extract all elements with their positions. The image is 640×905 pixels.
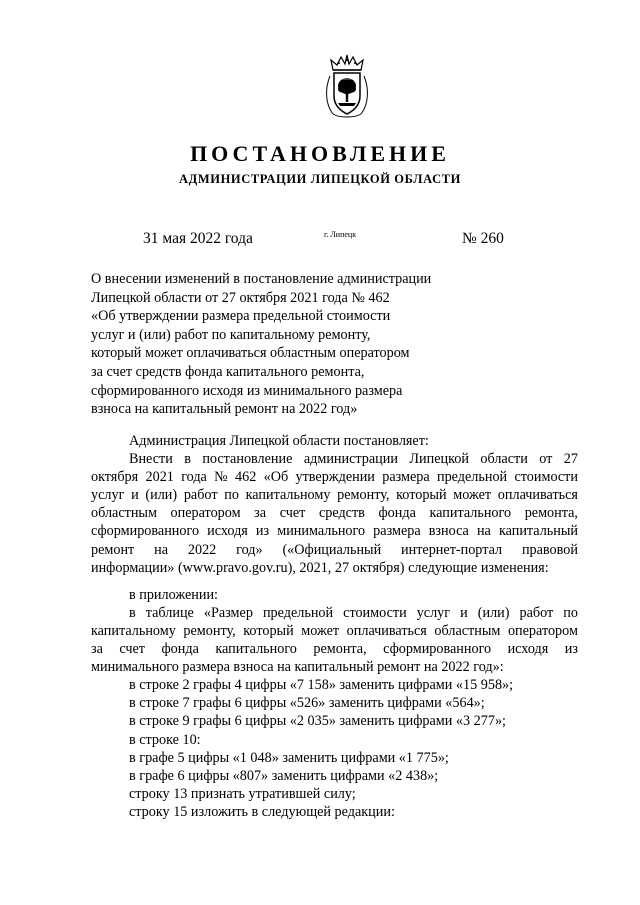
heading-line: сформированного исходя из минимального размера [91, 382, 403, 399]
coat-of-arms-icon [323, 54, 371, 120]
heading-line: Липецкой области от 27 октября 2021 года № 462 [91, 289, 390, 306]
heading-line: услуг и (или) работ по капитальному ремонту, [91, 326, 371, 343]
document-body [91, 432, 578, 821]
document-subtitle: АДМИНИСТРАЦИИ ЛИПЕЦКОЙ ОБЛАСТИ [179, 172, 461, 186]
document-date: 31 мая 2022 года [143, 230, 253, 247]
list-item: в графе 5 цифры «1 048» заменить цифрами «1 775»; [129, 749, 449, 766]
list-item: в графе 6 цифры «807» заменить цифрами «2 438»; [129, 767, 439, 784]
document-heading [91, 270, 431, 419]
document-title: ПОСТАНОВЛЕНИЕ [190, 141, 450, 166]
paragraph-line: октября 2021 года № 462 «Об утверждении размера предельной стоимости [91, 469, 578, 486]
paragraph-line: услуг и (или) работ по капитальному ремонту, который может оплачиваться [91, 487, 578, 504]
paragraph-line: информации» (www.pravo.gov.ru), 2021, 27 октября) следующие изменения: [91, 559, 549, 576]
heading-line: О внесении изменений в постановление администрации [91, 271, 432, 287]
appendix-line: в приложении: [129, 586, 218, 603]
paragraph-line: в таблице «Размер предельной стоимости услуг и (или) работ по [129, 604, 578, 621]
document-number: № 260 [462, 230, 504, 247]
paragraph-line: Внести в постановление администрации Липецкой области от 27 [129, 451, 578, 468]
paragraph-line: за счет фонда капитального ремонта, сформированного исходя из [91, 641, 578, 658]
list-item: строку 15 изложить в следующей редакции: [129, 803, 395, 820]
list-item: в строке 9 графы 6 цифры «2 035» заменить цифрами «3 277»; [129, 713, 506, 730]
paragraph-line: сформированного исходя из минимального размера взноса на капитальный [91, 523, 578, 540]
list-item: строку 13 признать утратившей силу; [129, 785, 356, 802]
heading-line: который может оплачиваться областным оператором [91, 345, 410, 362]
document-city: г. Липецк [324, 230, 357, 239]
heading-line: взноса на капитальный ремонт на 2022 год» [91, 401, 358, 418]
heading-line: за счет средств фонда капитального ремонта, [91, 363, 365, 380]
heading-line: «Об утверждении размера предельной стоимости [91, 308, 391, 325]
paragraph-line: ремонт на 2022 год» («Официальный интернет-портал правовой [91, 541, 578, 558]
intro-line: Администрация Липецкой области постановляет: [129, 433, 429, 449]
paragraph-line: минимального размера взноса на капитальный ремонт на 2022 год»: [91, 659, 504, 676]
paragraph-line: областным оператором за счет средств фонда капитального ремонта, [91, 505, 578, 522]
spacer [91, 577, 578, 586]
list-item: в строке 10: [129, 731, 201, 748]
list-item: в строке 2 графы 4 цифры «7 158» заменить цифрами «15 958»; [129, 677, 514, 694]
paragraph-line: капитальному ремонту, который может оплачиваться областным оператором [91, 622, 578, 639]
list-item: в строке 7 графы 6 цифры «526» заменить цифрами «564»; [129, 695, 485, 712]
